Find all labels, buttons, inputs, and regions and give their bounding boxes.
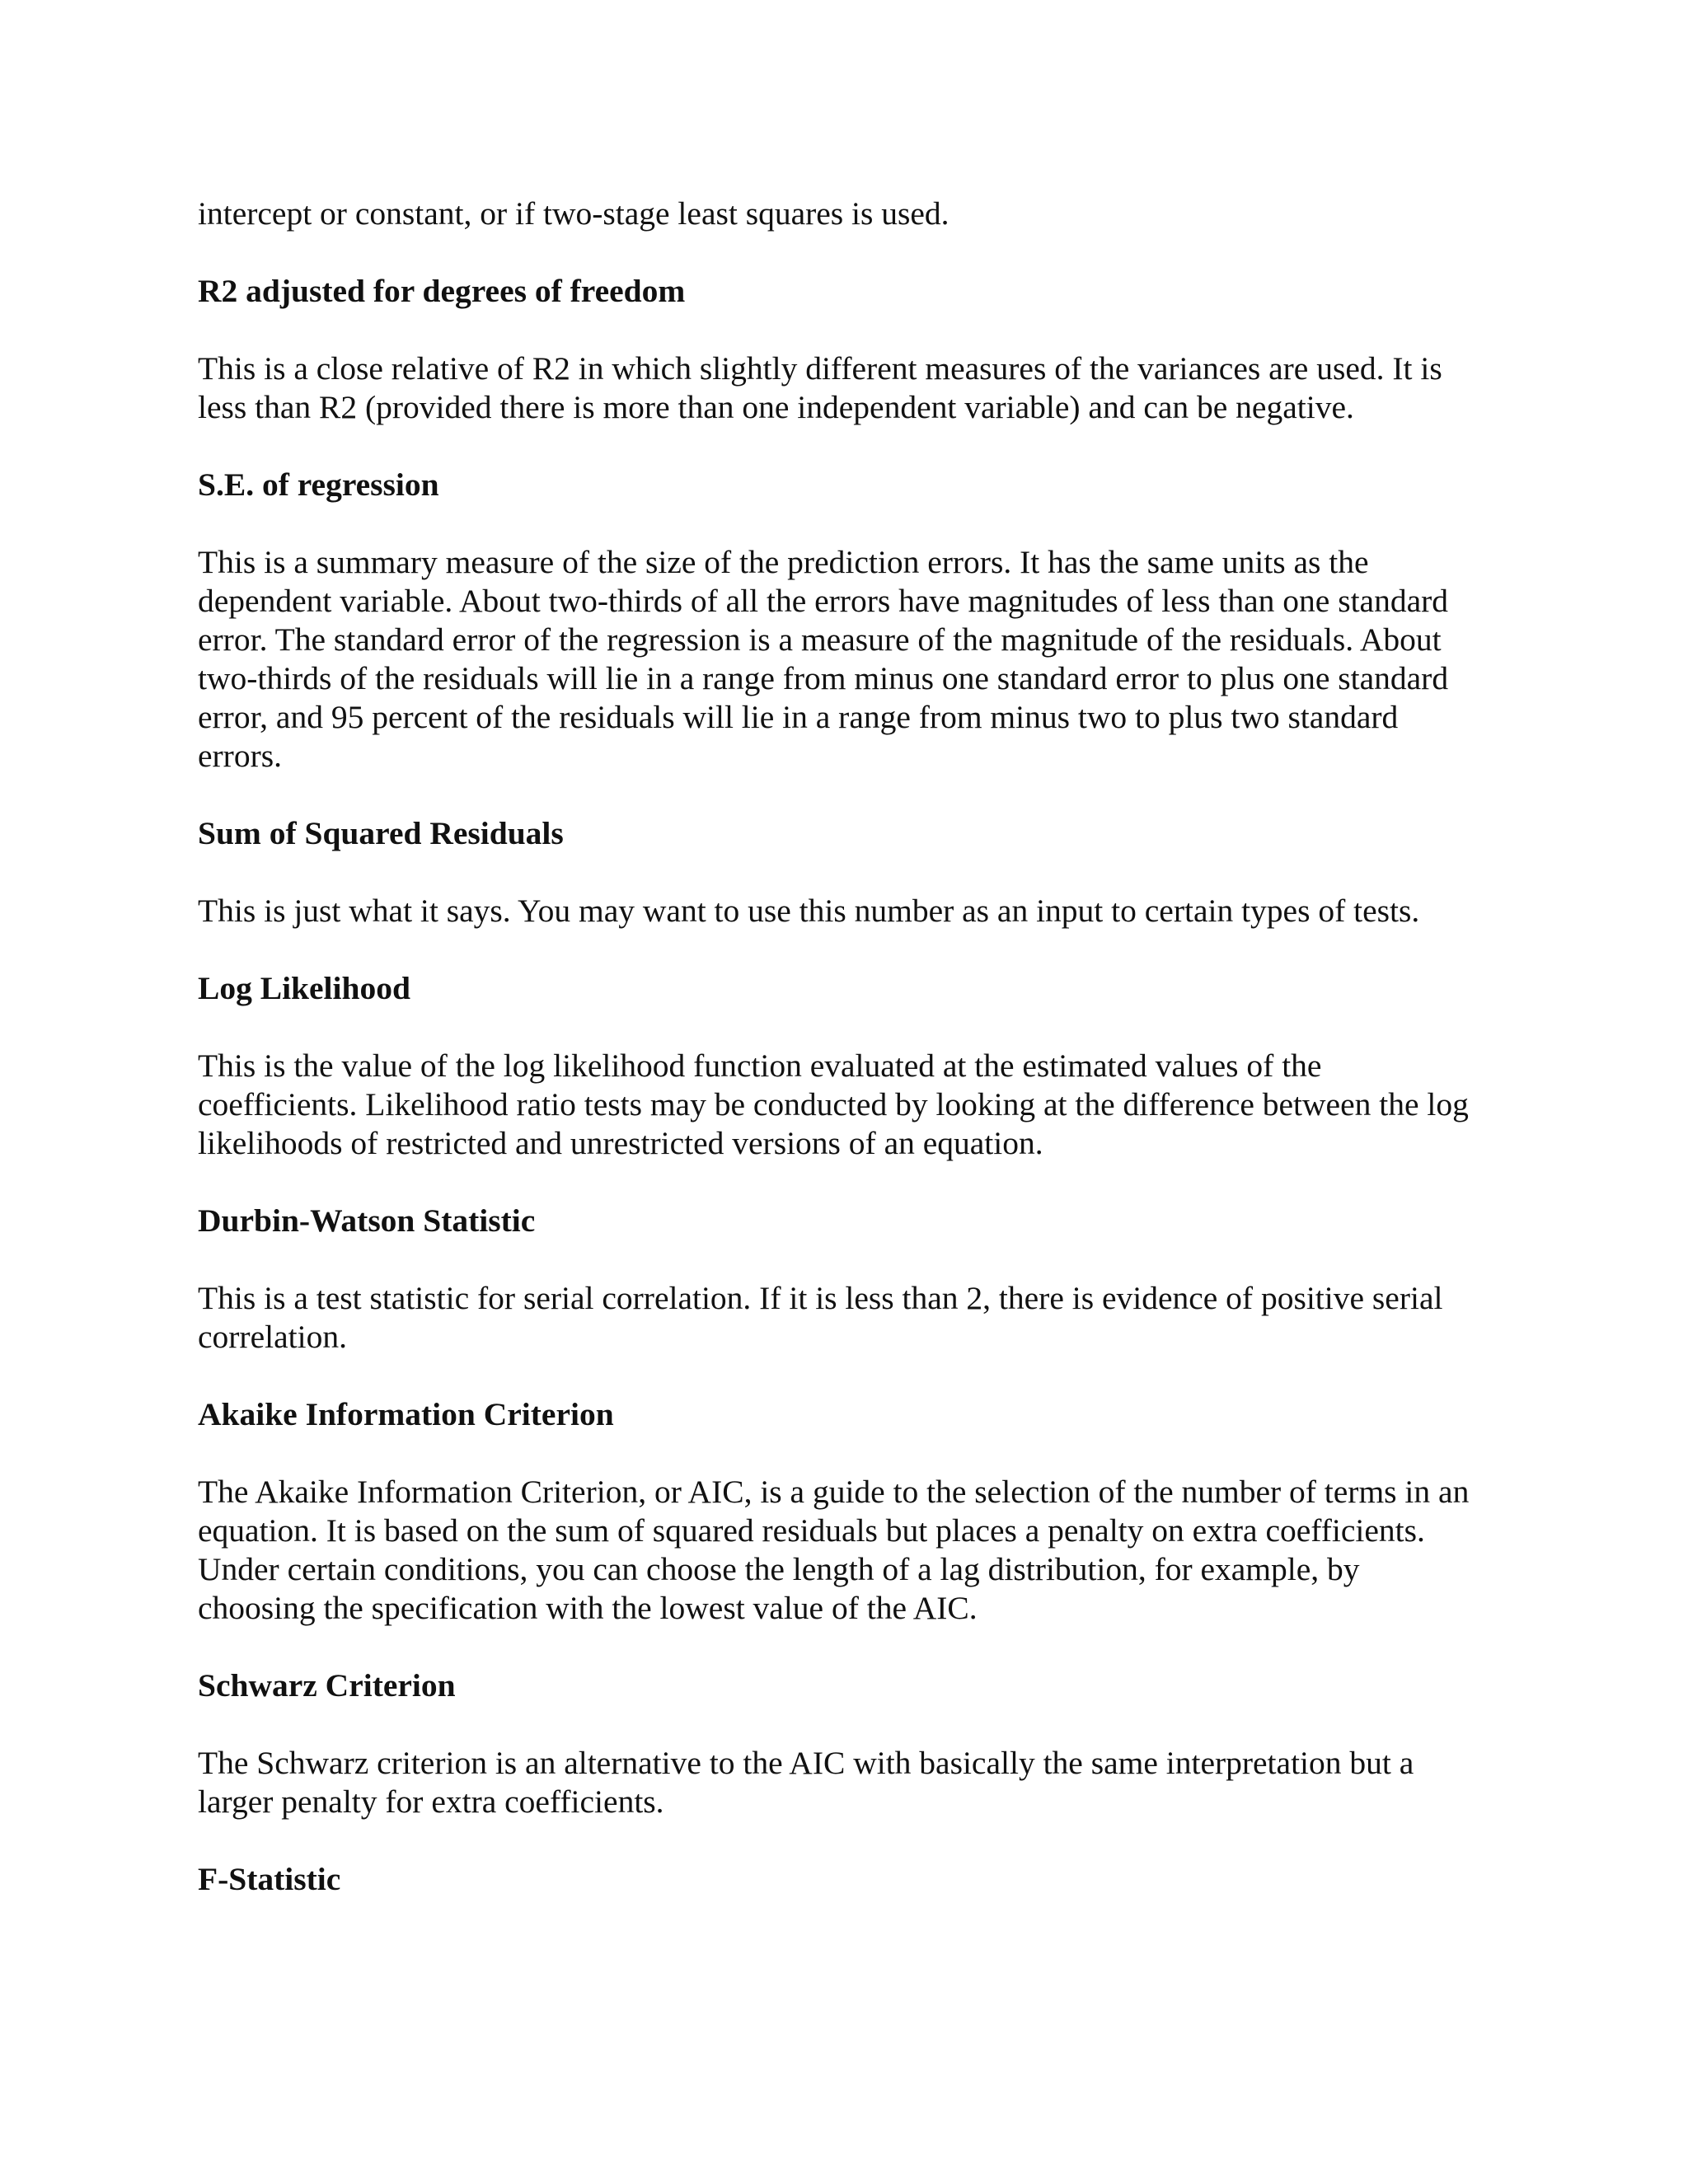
heading-r2-adjusted: R2 adjusted for degrees of freedom (198, 273, 686, 309)
heading-log-likelihood: Log Likelihood (198, 970, 410, 1006)
heading-se-of-regression: S.E. of regression (198, 466, 439, 503)
heading-akaike-information-criterion: Akaike Information Criterion (198, 1396, 614, 1432)
paragraph-durbin-watson: This is a test statistic for serial correlation. If it is less than 2, there is evidence of positive serial correlation. (198, 1280, 1443, 1355)
paragraph-sum-of-squared-residuals: This is just what it says. You may want to use this number as an input to certain types of tests. (198, 893, 1420, 929)
paragraph-akaike-information-criterion: The Akaike Information Criterion, or AIC, is a guide to the selection of the number of terms in an equation. It is based on the sum of squared residuals but places a penalty on extra coefficients. Under certain conditions, you can choose the length of a lag distribution, for example, by choosing the specification with the lowest value of the AIC. (198, 1474, 1470, 1626)
lead-paragraph: intercept or constant, or if two-stage least squares is used. (198, 195, 950, 232)
document-page (198, 194, 1484, 1938)
heading-schwarz-criterion: Schwarz Criterion (198, 1667, 456, 1704)
paragraph-log-likelihood: This is the value of the log likelihood function evaluated at the estimated values of the coefficients. Likelihood ratio tests may be conducted by looking at the difference between the log likelihoods of restricted and unrestricted versions of an equation. (198, 1047, 1469, 1161)
heading-f-statistic: F-Statistic (198, 1861, 341, 1897)
heading-durbin-watson: Durbin-Watson Statistic (198, 1202, 536, 1239)
paragraph-se-of-regression: This is a summary measure of the size of the prediction errors. It has the same units as the dependent variable. About two-thirds of all the errors have magnitudes of less than one standard error. The standard error of the regression is a measure of the magnitude of the residuals. About two-thirds of the residuals will lie in a range from minus one standard error to plus one standard error, and 95 percent of the residuals will lie in a range from minus two to plus two standard errors. (198, 544, 1449, 774)
heading-sum-of-squared-residuals: Sum of Squared Residuals (198, 815, 564, 851)
paragraph-schwarz-criterion: The Schwarz criterion is an alternative to the AIC with basically the same interpretation but a larger penalty for extra coefficients. (198, 1745, 1414, 1820)
paragraph-r2-adjusted: This is a close relative of R2 in which slightly different measures of the variances are used. It is less than R2 (provided there is more than one independent variable) and can be negative. (198, 350, 1442, 425)
